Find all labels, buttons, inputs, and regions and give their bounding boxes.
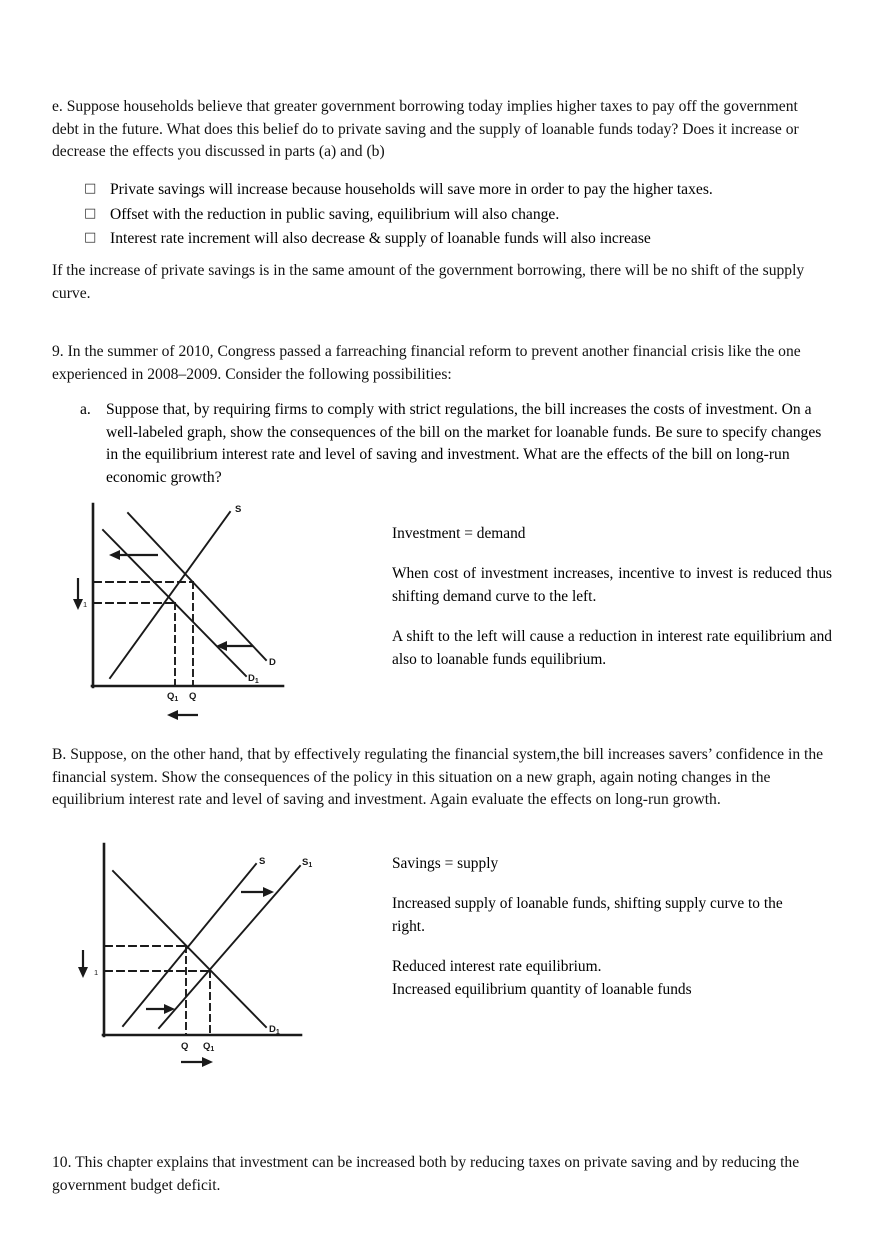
part-a-answer-paragraph-1: When cost of investment increases, incentive to invest is reduced thus shifting demand curve to the left.	[392, 565, 832, 606]
list-item	[84, 178, 828, 203]
question-9-part-b: B. Suppose, on the other hand, that by effectively regulating the financial system,the bill increases savers’ confidence in the financial system. Show the consequences of the policy in this situation on a new graph, again noting changes in the equilibrium interest rate and level of saving and investment. Again evaluate the effects on long-run growth.	[52, 746, 824, 809]
quantity-axis-label-q: Q	[189, 691, 197, 702]
part-b-answer	[392, 852, 792, 1002]
figure-2-svg	[68, 838, 328, 1070]
supply-curve-label: S	[235, 504, 242, 515]
checkbox-glyph-icon: □	[84, 181, 97, 196]
section-e-closing: If the increase of private savings is in the same amount of the government borrowing, there will be no shift of the supply curve.	[52, 262, 805, 302]
demand-curve	[113, 871, 266, 1027]
list-item-label: Private savings will increase because households will save more in order to pay the higher taxes.	[110, 181, 713, 198]
question-9-part-a	[80, 399, 822, 489]
supply-curve-original	[123, 864, 256, 1026]
part-b-answer-paragraph-1: Increased supply of loanable funds, shifting supply curve to the right.	[392, 895, 783, 936]
quantity-axis-label-q1: $Q_1$	[167, 691, 179, 703]
part-b-answer-heading: Savings = supply	[392, 855, 499, 872]
part-a-answer-paragraph-2: A shift to the left will cause a reduction in interest rate equilibrium and also to loanable funds equilibrium.	[392, 628, 832, 669]
list-item-label: Interest rate increment will also decrease & supply of loanable funds will also increase	[110, 230, 651, 248]
supply-curve	[110, 512, 230, 678]
part-a-marker: a.	[80, 401, 91, 418]
checkbox-glyph-icon: □	[84, 205, 97, 221]
demand-shift-arrow-upper	[109, 550, 158, 560]
question-10-text: 10. This chapter explains that investment can be increased both by reducing taxes on private saving and by reducing the government budget deficit.	[52, 1154, 800, 1194]
list-item	[84, 203, 828, 228]
list-item	[84, 227, 828, 252]
quantity-increase-arrow	[181, 1057, 213, 1067]
demand-shifted-curve-label: $D_1$	[248, 673, 259, 685]
question-9-intro: 9. In the summer of 2010, Congress passed a farreaching financial reform to prevent another financial crisis like the one experienced in 2008–2009. Consider the following possibilities:	[52, 343, 801, 383]
quantity-decrease-arrow	[167, 710, 198, 720]
supply-curve-original-label: S	[259, 856, 266, 867]
part-a-answer	[392, 522, 832, 672]
rate-axis-label-r1: 1	[83, 600, 88, 609]
quantity-axis-label-q: Q	[181, 1041, 189, 1052]
part-a-answer-heading: Investment = demand	[392, 525, 526, 542]
section-e-bullet-list	[84, 178, 828, 252]
figure-2-loanable-funds-supply-shift	[68, 838, 328, 1070]
list-item-label: Offset with the reduction in public saving, equilibrium will also change.	[110, 205, 560, 223]
demand-curve-label: $D_1$	[269, 1024, 280, 1036]
section-e-question: e. Suppose households believe that greater government borrowing today implies higher taxes to pay off the government debt in the future. What does this belief do to private saving and the supply of loanable funds today? Does it increase or decrease the effects you discussed in parts (a) and (b)	[52, 98, 799, 161]
supply-curve-shifted-label: $S_1$	[302, 857, 313, 869]
part-b-answer-paragraph-3: Increased equilibrium quantity of loanable funds	[392, 981, 692, 999]
part-a-text: Suppose that, by requiring firms to comply with strict regulations, the bill increases the costs of investment. On a well-labeled graph, show the consequences of the bill on the market for loanable funds. Be sure to specify changes in the equilibrium interest rate and level of saving and investment. What are the effects of the bill on long-run economic growth?	[106, 401, 822, 486]
interest-rate-decrease-arrow	[78, 950, 88, 978]
demand-curve-label: D	[269, 657, 276, 668]
part-b-answer-paragraph-2: Reduced interest rate equilibrium.	[392, 958, 602, 976]
quantity-axis-label-q1: $Q_1$	[203, 1041, 215, 1053]
figure-1-loanable-funds-demand-shift	[68, 500, 318, 725]
supply-shift-arrow-upper	[241, 887, 274, 897]
rate-axis-label-r1: 1	[94, 968, 99, 977]
supply-curve-shifted	[159, 866, 300, 1028]
interest-rate-decrease-arrow	[73, 578, 83, 610]
supply-shift-arrow-lower	[146, 1004, 175, 1014]
checkbox-glyph-icon: □	[84, 230, 97, 246]
demand-curve-original	[128, 513, 266, 660]
demand-shift-arrow-lower	[216, 641, 253, 651]
figure-1-svg	[68, 500, 318, 725]
